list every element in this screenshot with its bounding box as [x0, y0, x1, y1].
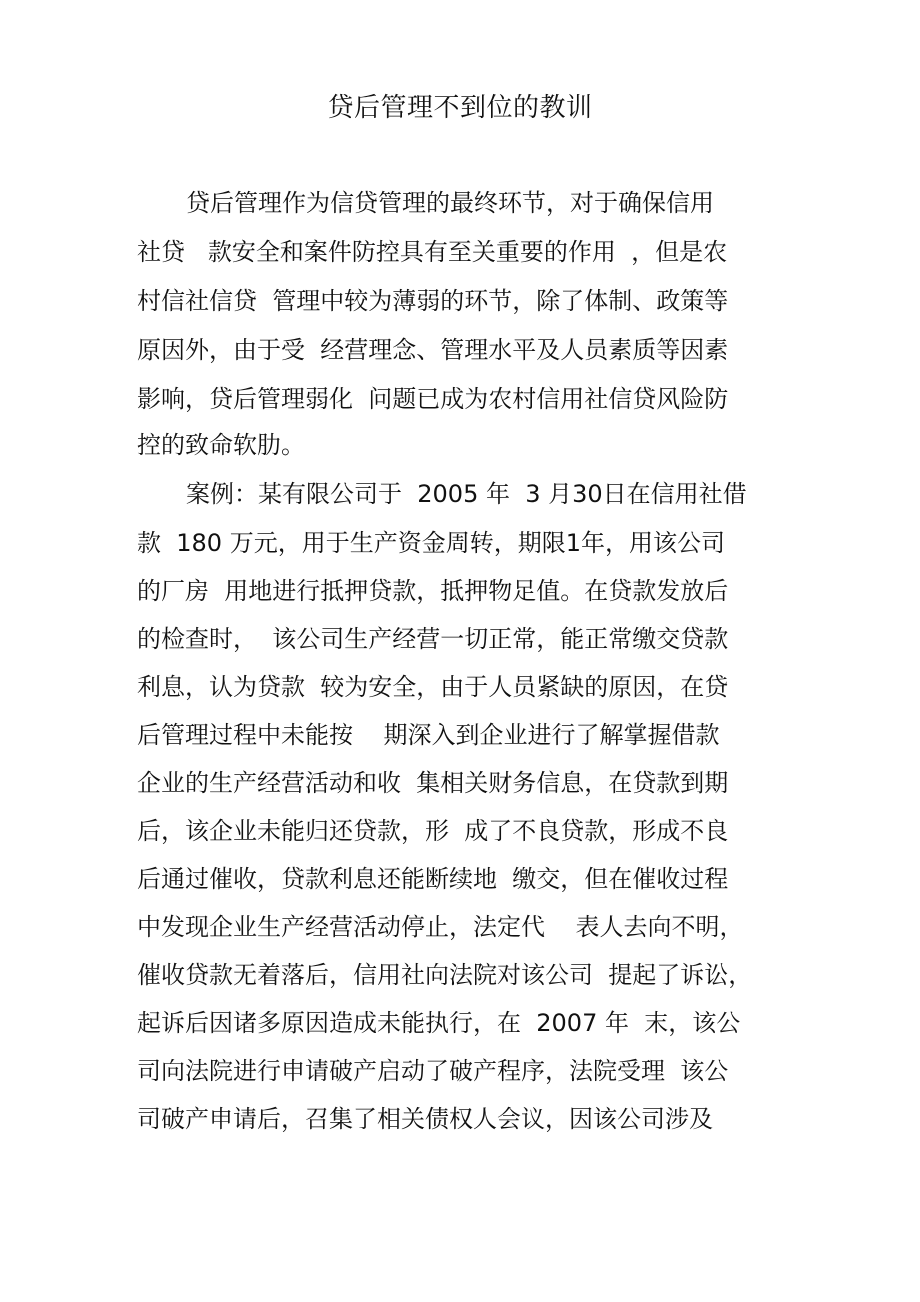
paragraph-line: 企业的生产经营活动和收 集相关财务信息，在贷款到期	[137, 769, 729, 797]
paragraph-line: 司向法院进行申请破产启动了破产程序，法院受理 该公	[137, 1057, 729, 1085]
paragraph-line: 村信社信贷 管理中较为薄弱的环节，除了体制、政策等	[137, 287, 729, 315]
paragraph-line: 控的致命软肋。	[137, 431, 305, 459]
paragraph-line: 后，该企业未能归还贷款，形 成了不良贷款，形成不良	[137, 817, 729, 845]
paragraph-line: 起诉后因诸多原因造成未能执行，在 2007 年 末，该公	[137, 1009, 741, 1037]
document-title: 贷后管理不到位的教训	[327, 93, 593, 123]
paragraph-line: 款 180 万元，用于生产资金周转，期限1年，用该公司	[137, 529, 725, 557]
paragraph-line: 原因外，由于受 经营理念、管理水平及人员素质等因素	[137, 336, 729, 364]
paragraph-line: 影响，贷后管理弱化 问题已成为农村信用社信贷风险防	[137, 385, 729, 413]
paragraph-line: 案例：某有限公司于 2005 年 3 月30日在信用社借	[186, 480, 747, 508]
paragraph-line: 的检查时， 该公司生产经营一切正常，能正常缴交贷款	[137, 625, 729, 653]
paragraph-line: 社贷 款安全和案件防控具有至关重要的作用 ，但是农	[137, 238, 728, 266]
paragraph-line: 司破产申请后，召集了相关债权人会议，因该公司涉及	[137, 1105, 713, 1133]
paragraph-line: 催收贷款无着落后，信用社向法院对该公司 提起了诉讼，	[137, 961, 753, 989]
paragraph-line: 后管理过程中未能按 期深入到企业进行了解掌握借款	[137, 721, 720, 749]
paragraph-line: 贷后管理作为信贷管理的最终环节，对于确保信用	[186, 189, 714, 217]
paragraph-line: 后通过催收，贷款利息还能断续地 缴交，但在催收过程	[137, 865, 729, 893]
paragraph-line: 的厂房 用地进行抵押贷款，抵押物足值。在贷款发放后	[137, 577, 729, 605]
paragraph-line: 中发现企业生产经营活动停止，法定代 表人去向不明，	[137, 913, 744, 941]
paragraph-line: 利息，认为贷款 较为安全，由于人员紧缺的原因，在贷	[137, 673, 729, 701]
